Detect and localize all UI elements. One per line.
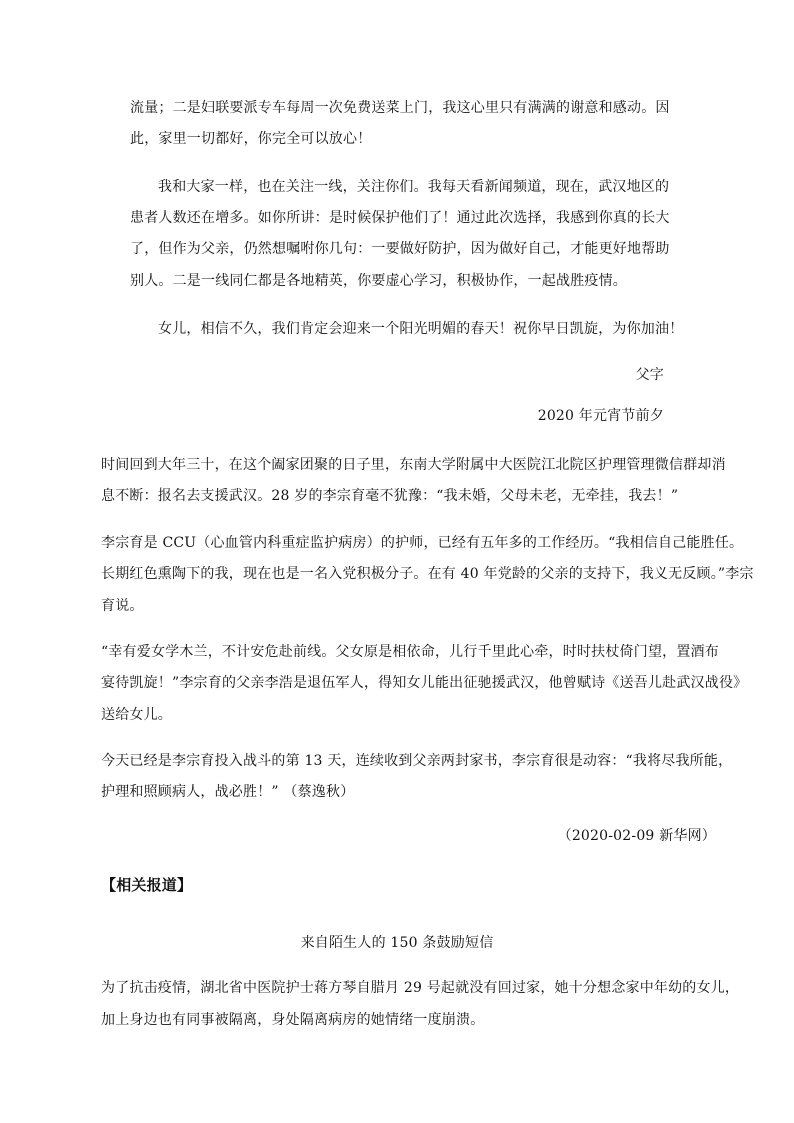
letter-p2-line-4: 别人。二是一线同仁都是各地精英，你要虚心学习，积极协作，一起战胜疫情。 xyxy=(130,273,627,289)
article-p1-line-2: 息不断：报名去支援武汉。28 岁的李宗育毫不犹豫：“我未婚，父母未老，无牵挂，我去！” xyxy=(101,488,679,504)
related-title: 来自陌生人的 150 条鼓励短信 xyxy=(300,935,494,951)
letter-p2-line-2: 患者人数还在增多。如你所讲：是时候保护他们了！通过此次选择，我感到你真的长大 xyxy=(130,210,670,226)
letter-date: 2020 年元宵节前夕 xyxy=(537,408,664,424)
article-p4-line-1: 今天已经是李宗育投入战斗的第 13 天，连续收到父亲两封家书，李宗育很是动容：“我将尽我所能， xyxy=(101,753,733,769)
related-p1-line-1: 为了抗击疫情，湖北省中医院护士蒋方琴自腊月 29 号起就没有回过家，她十分想念家中年幼的女儿， xyxy=(101,980,740,996)
article-source: （2020-02-09 新华网） xyxy=(557,828,716,844)
letter-signature: 父字 xyxy=(635,367,664,383)
letter-p2-line-3: 了，但作为父亲，仍然想嘱咐你几句：一要做好防护，因为做好自己，才能更好地帮助 xyxy=(130,241,670,257)
article-p2-line-2: 长期红色熏陶下的我，现在也是一名入党积极分子。在有 40 年党龄的父亲的支持下，我义无反顾。”李宗 xyxy=(101,566,754,582)
related-heading: 【相关报道】 xyxy=(101,876,193,894)
letter-p3-line-1: 女儿，相信不久，我们肯定会迎来一个阳光明媚的春天！祝你早日凯旋，为你加油！ xyxy=(158,321,684,337)
letter-p1-line-2: 此，家里一切都好，你完全可以放心！ xyxy=(130,131,372,147)
related-p1-line-2: 加上身边也有同事被隔离，身处隔离病房的她情绪一度崩溃。 xyxy=(101,1012,485,1028)
article-p3-line-3: 送给女儿。 xyxy=(101,707,172,723)
article-p2-line-1: 李宗育是 CCU（心血管内科重症监护病房）的护师，已经有五年多的工作经历。“我相信自己能胜任。 xyxy=(101,535,744,551)
letter-p1-line-1: 流量；二是妇联要派专车每周一次免费送菜上门，我这心里只有满满的谢意和感动。因 xyxy=(130,100,670,116)
article-p3-line-2: 宴待凯旋！”李宗育的父亲李浩是退伍军人，得知女儿能出征驰援武汉，他曾赋诗《送吾儿赴武汉战役》 xyxy=(101,675,748,691)
letter-p2-line-1: 我和大家一样，也在关注一线，关注你们。我每天看新闻频道，现在，武汉地区的 xyxy=(158,179,670,195)
article-p3-line-1: “幸有爱女学木兰，不计安危赴前线。父女原是相依命，儿行千里此心牵，时时扶杖倚门望，置酒布 xyxy=(101,644,719,660)
article-p1-line-1: 时间回到大年三十，在这个阖家团聚的日子里，东南大学附属中大医院江北院区护理管理微信群却消 xyxy=(101,457,726,473)
article-p4-line-2: 护理和照顾病人，战必胜！” （蔡逸秋） xyxy=(101,784,355,800)
article-p2-line-3: 育说。 xyxy=(101,598,144,614)
